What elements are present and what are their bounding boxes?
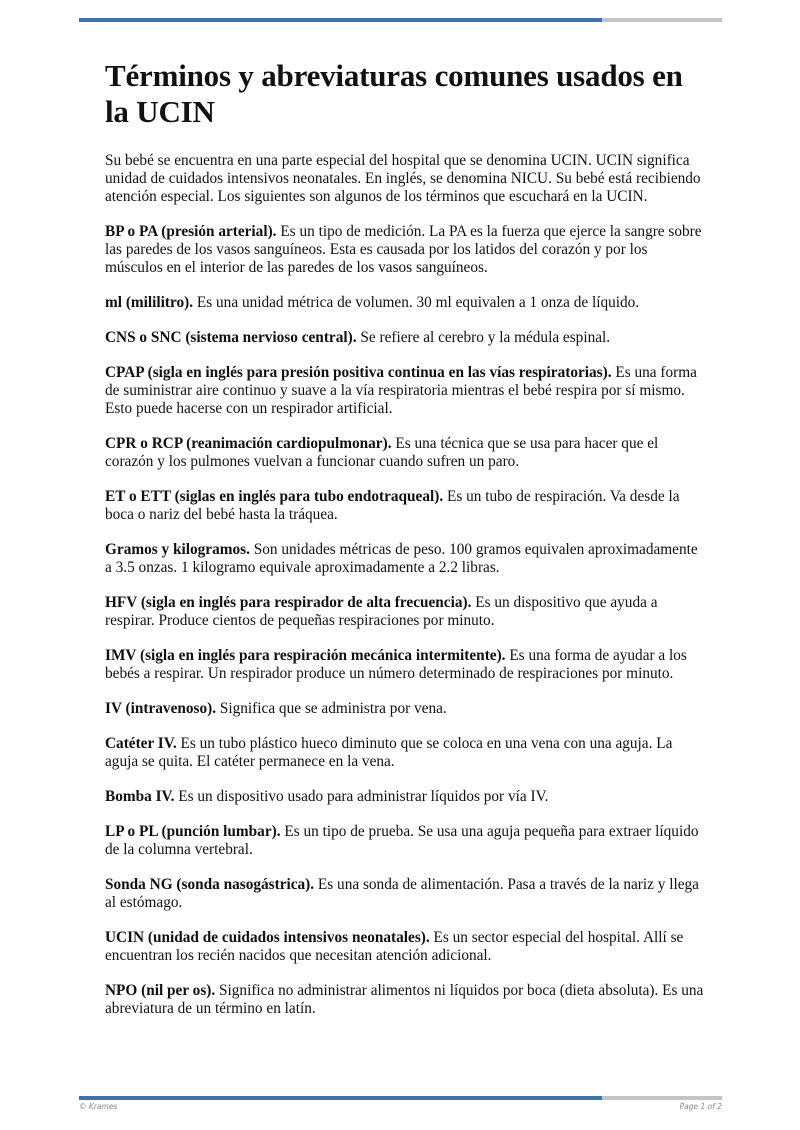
term-definition: Es una sonda de alimentación. Pasa a través de la nariz y llega al estómago. bbox=[105, 876, 699, 911]
bottom-divider-bar bbox=[79, 1096, 722, 1100]
document-body bbox=[105, 58, 705, 1035]
term-name: CPR o RCP (reanimación cardiopulmonar). bbox=[105, 435, 392, 452]
term-definition: Es un tipo de prueba. Se usa una aguja pequeña para extraer líquido de la columna vertebral. bbox=[105, 823, 699, 858]
term-entry bbox=[105, 647, 705, 683]
footer-page-number: Page 1 of 2 bbox=[679, 1102, 722, 1111]
term-entry bbox=[105, 541, 705, 577]
bottom-divider-accent bbox=[79, 1096, 602, 1100]
term-entry bbox=[105, 823, 705, 859]
bottom-divider-gray bbox=[602, 1096, 722, 1100]
term-definition: Es un sector especial del hospital. Allí se encuentran los recién nacidos que necesitan atención adicional. bbox=[105, 929, 684, 964]
term-entry bbox=[105, 876, 705, 912]
term-entry bbox=[105, 223, 705, 277]
term-name: NPO (nil per os). bbox=[105, 982, 216, 999]
term-name: ET o ETT (siglas en inglés para tubo endotraqueal). bbox=[105, 488, 444, 505]
term-entry bbox=[105, 929, 705, 965]
term-definition: Es una técnica que se usa para hacer que el corazón y los pulmones vuelvan a funcionar cuando sufren un paro. bbox=[105, 435, 659, 470]
term-definition: Significa no administrar alimentos ni líquidos por boca (dieta absoluta). Es una abreviatura de un término en latín. bbox=[105, 982, 704, 1017]
term-definition: Es una forma de ayudar a los bebés a respirar. Un respirador produce un número determinado de respiraciones por minuto. bbox=[105, 647, 687, 682]
term-entry bbox=[105, 329, 705, 347]
term-definition: Es un dispositivo que ayuda a respirar. Produce cientos de pequeñas respiraciones por minuto. bbox=[105, 594, 658, 629]
term-definition: Es un tipo de medición. La PA es la fuerza que ejerce la sangre sobre las paredes de los vasos sanguíneos. Esta es causada por los latidos del corazón y por los músculos en el interior de las paredes de los vasos sanguíneos. bbox=[105, 223, 702, 276]
term-name: BP o PA (presión arterial). bbox=[105, 223, 277, 240]
footer-copyright: © Krames bbox=[79, 1102, 118, 1111]
page-title: Términos y abreviaturas comunes usados en la UCIN bbox=[105, 58, 683, 129]
term-name: ml (mililitro). bbox=[105, 294, 194, 311]
term-definition: Significa que se administra por vena. bbox=[219, 700, 447, 717]
term-name: LP o PL (punción lumbar). bbox=[105, 823, 281, 840]
term-entry bbox=[105, 700, 705, 718]
top-divider-gray bbox=[602, 18, 722, 22]
term-entry bbox=[105, 435, 705, 471]
term-definition: Es un dispositivo usado para administrar líquidos por vía IV. bbox=[178, 788, 549, 805]
term-name: UCIN (unidad de cuidados intensivos neonatales). bbox=[105, 929, 430, 946]
term-entry bbox=[105, 364, 705, 418]
term-definition: Es una unidad métrica de volumen. 30 ml equivalen a 1 onza de líquido. bbox=[196, 294, 640, 311]
term-name: IV (intravenoso). bbox=[105, 700, 217, 717]
term-definition: Es un tubo plástico hueco diminuto que se coloca en una vena con una aguja. La aguja se quita. El catéter permanece en la vena. bbox=[105, 735, 673, 770]
term-name: Catéter IV. bbox=[105, 735, 177, 752]
term-entry bbox=[105, 294, 705, 312]
term-entry bbox=[105, 594, 705, 630]
intro-paragraph: Su bebé se encuentra en una parte especial del hospital que se denomina UCIN. UCIN significa unidad de cuidados intensivos neonatales. En inglés, se denomina NICU. Su bebé está recibiendo atención especial. Los siguientes son algunos de los términos que escuchará en la UCIN. bbox=[105, 152, 701, 205]
term-name: CPAP (sigla en inglés para presión positiva continua en las vías respiratorias). bbox=[105, 364, 612, 381]
term-name: Gramos y kilogramos. bbox=[105, 541, 250, 558]
term-definition: Se refiere al cerebro y la médula espinal. bbox=[360, 329, 611, 346]
page-footer bbox=[79, 1102, 722, 1111]
term-definition: Es un tubo de respiración. Va desde la boca o nariz del bebé hasta la tráquea. bbox=[105, 488, 680, 523]
term-name: IMV (sigla en inglés para respiración mecánica intermitente). bbox=[105, 647, 506, 664]
term-entry bbox=[105, 982, 705, 1018]
term-entry bbox=[105, 788, 705, 806]
term-entry bbox=[105, 735, 705, 771]
term-definition: Es una forma de suministrar aire continuo y suave a la vía respiratoria mientras el bebé respira por sí mismo. Esto puede hacerse con un respirador artificial. bbox=[105, 364, 697, 417]
term-name: HFV (sigla en inglés para respirador de alta frecuencia). bbox=[105, 594, 472, 611]
term-entry bbox=[105, 488, 705, 524]
term-name: Bomba IV. bbox=[105, 788, 175, 805]
term-definition: Son unidades métricas de peso. 100 gramos equivalen aproximadamente a 3.5 onzas. 1 kilogramo equivale aproximadamente a 2.2 libras. bbox=[105, 541, 698, 576]
term-name: CNS o SNC (sistema nervioso central). bbox=[105, 329, 357, 346]
top-divider-bar bbox=[79, 18, 722, 22]
term-name: Sonda NG (sonda nasogástrica). bbox=[105, 876, 315, 893]
top-divider-accent bbox=[79, 18, 602, 22]
